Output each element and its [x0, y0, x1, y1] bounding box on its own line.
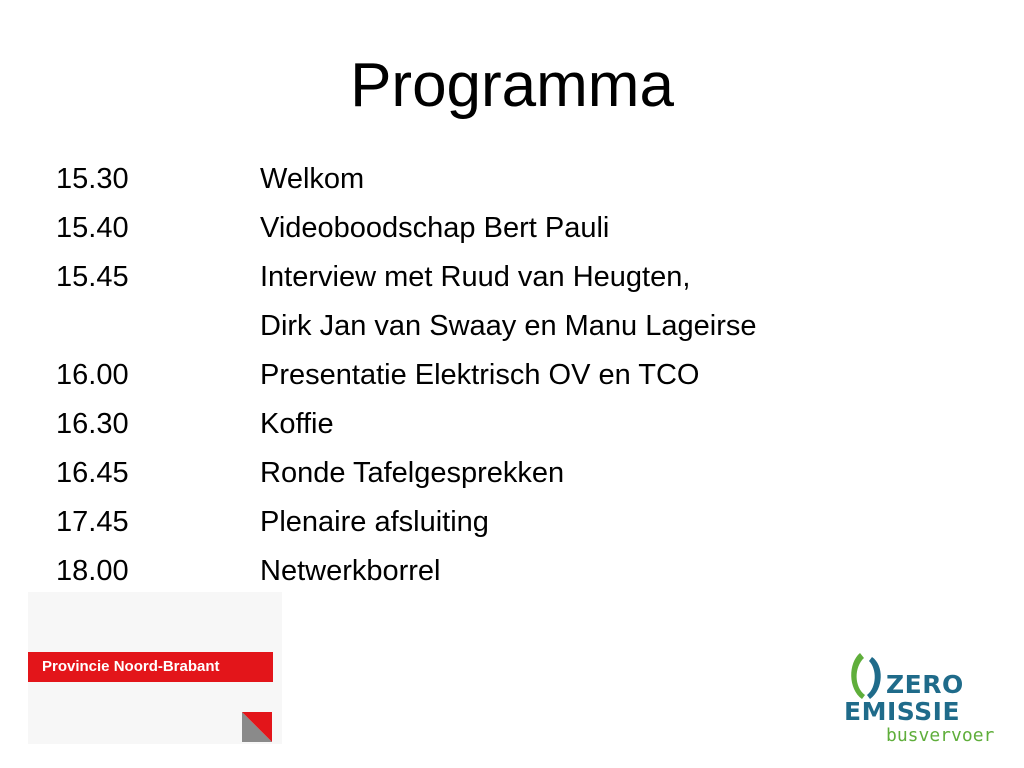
agenda-item — [56, 449, 956, 498]
agenda-text: Interview met Ruud van Heugten, — [260, 261, 691, 293]
agenda-time: 17.45 — [56, 506, 129, 538]
zero-emissie-logo — [838, 645, 1008, 750]
agenda-time: 16.00 — [56, 359, 129, 391]
agenda-time: 15.40 — [56, 212, 129, 244]
zero-emissie-word-busvervoer: busvervoer — [886, 725, 995, 746]
agenda-item — [56, 302, 956, 351]
provincie-name: Provincie Noord-Brabant — [42, 658, 220, 675]
provincie-name-bar — [28, 652, 273, 682]
provincie-emblem-icon — [242, 712, 272, 742]
provincie-noord-brabant-logo — [28, 592, 282, 744]
agenda-item — [56, 253, 956, 302]
agenda-text: Dirk Jan van Swaay en Manu Lageirse — [260, 310, 757, 342]
agenda-time: 15.30 — [56, 163, 129, 195]
agenda-time: 18.00 — [56, 555, 129, 587]
agenda-time: 16.30 — [56, 408, 129, 440]
page-title: Programma — [350, 51, 674, 120]
agenda-item — [56, 155, 956, 204]
agenda-list — [56, 155, 956, 596]
agenda-item — [56, 547, 956, 596]
agenda-time: 15.45 — [56, 261, 129, 293]
agenda-text: Videoboodschap Bert Pauli — [260, 212, 610, 244]
agenda-text: Ronde Tafelgesprekken — [260, 457, 565, 489]
agenda-item — [56, 351, 956, 400]
agenda-text: Plenaire afsluiting — [260, 506, 489, 538]
agenda-item — [56, 204, 956, 253]
agenda-item — [56, 498, 956, 547]
agenda-text: Welkom — [260, 163, 365, 195]
agenda-time: 16.45 — [56, 457, 129, 489]
agenda-text: Presentatie Elektrisch OV en TCO — [260, 359, 700, 391]
agenda-item — [56, 400, 956, 449]
zero-emissie-word-emissie: EMISSIE — [844, 697, 961, 726]
agenda-text: Koffie — [260, 408, 334, 440]
agenda-text: Netwerkborrel — [260, 555, 441, 587]
zero-emissie-word-zero: ZERO — [886, 670, 964, 699]
